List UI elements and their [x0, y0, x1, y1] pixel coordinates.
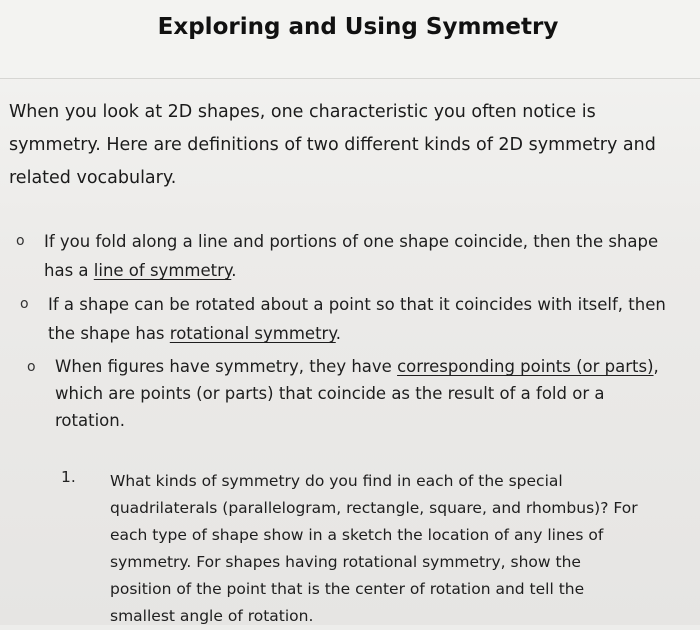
bullet-text-fragment: When figures have symmetry, they have: [55, 357, 398, 376]
bullet-text-line: [55, 353, 659, 380]
question-line: symmetry. For shapes having rotational symmetry, show the: [110, 553, 581, 571]
bullet-text-line: [44, 256, 658, 285]
bullet-text-line: If you fold along a line and portions of one shape coincide, then the shape: [44, 232, 659, 251]
term-line-of-symmetry: line of symmetry: [93, 261, 232, 280]
bullet-circle-icon: o: [16, 233, 25, 249]
question-line: smallest angle of rotation.: [110, 607, 314, 625]
bullet-circle-icon: o: [20, 296, 29, 312]
bullet-text-line: [48, 319, 666, 348]
bullet-text-fragment: ,: [653, 357, 659, 376]
term-corresponding-points: corresponding points (or parts): [397, 357, 654, 376]
bullet-corresponding-points: [27, 353, 659, 434]
term-rotational-symmetry: rotational symmetry: [169, 324, 336, 343]
bullet-text-line: rotation.: [55, 411, 125, 430]
page-title: Exploring and Using Symmetry: [157, 14, 559, 40]
question-line: position of the point that is the center of rotation and tell the: [110, 580, 585, 598]
bullet-line-of-symmetry: [16, 227, 659, 285]
question-line: quadrilaterals (parallelogram, rectangle, square, and rhombus)? For: [110, 499, 638, 517]
question-text: [110, 468, 690, 630]
question-number: 1.: [61, 468, 76, 486]
bullet-text-fragment: .: [335, 324, 341, 343]
bullet-text-line: which are points (or parts) that coincide as the result of a fold or a: [55, 384, 605, 403]
question-line: What kinds of symmetry do you find in each of the special: [110, 472, 563, 490]
bullet-circle-icon: o: [27, 359, 36, 375]
bullet-text-fragment: the shape has: [48, 324, 170, 343]
bullet-text-fragment: has a: [44, 261, 94, 280]
title-header: [0, 0, 700, 79]
bullet-rotational-symmetry: [20, 290, 666, 348]
intro-paragraph: When you look at 2D shapes, one characteristic you often notice is symmetry. Here are definitions of two different kinds of 2D symmetry and related vocabulary.: [9, 102, 656, 188]
bullet-text-line: If a shape can be rotated about a point so that it coincides with itself, then: [48, 295, 666, 314]
question-line: each type of shape show in a sketch the location of any lines of: [110, 526, 604, 544]
bullet-text-fragment: .: [231, 261, 237, 280]
